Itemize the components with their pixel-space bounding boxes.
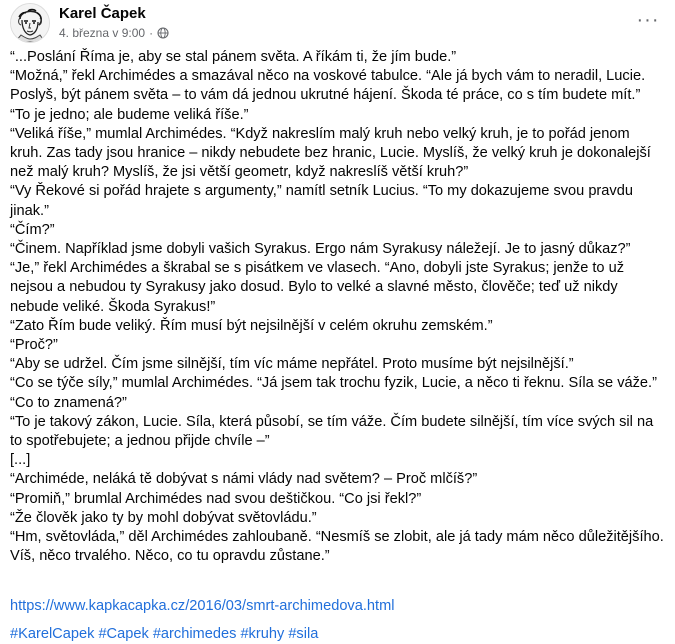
- post-paragraph: “Je,” řekl Archimédes a škrabal se s pisátkem ve vlasech. “Ano, dobyli jste Syrakus; jenže to už nejsou a nebudou ty Syrakusy jako dosud. Bylo to velké a slavné město, člověče; teď už nikdy nebude veliké. Škoda Syrakus!”: [10, 260, 625, 315]
- post-meta: [59, 26, 169, 40]
- post-paragraph: “Aby se udržel. Čím jsme silnější, tím víc máme nepřátel. Proto musíme být nejsilnější.”: [10, 356, 574, 373]
- post-paragraph: “Co se týče síly,” mumlal Archimédes. “Já jsem tak trochu fyzik, Lucie, a něco ti řeknu. Síla se váže.”: [10, 375, 657, 392]
- post-paragraph: “Archiméde, neláká tě dobývat s námi vlády nad světem? – Proč mlčíš?”: [10, 471, 478, 488]
- post-paragraph: “Co to znamená?”: [10, 394, 127, 411]
- post-paragraph: [...]: [10, 452, 31, 469]
- post-paragraph: “...Poslání Říma je, aby se stal pánem světa. A říkám ti, že jím bude.”: [10, 49, 457, 65]
- more-options-button[interactable]: [633, 8, 663, 32]
- post-paragraph: “Veliká říše,” mumlal Archimédes. “Když nakreslím malý kruh nebo velký kruh, je to pořád jenom kruh. Zas tady jsou hranice – nikdy nebudete bez hranic, Lucie. Myslíš, že velký kruh je dokonalejší než malý kruh? Myslíš, že jsi větší geometr, když nakreslíš větší kruh?”: [10, 125, 651, 181]
- post-paragraph: “Zato Řím bude veliký. Řím musí být nejsilnější v celém okruhu zemském.”: [10, 317, 493, 334]
- meta-separator: ·: [149, 26, 154, 40]
- author-portrait-sketch-icon: [11, 4, 49, 42]
- more-options-icon: ···: [636, 9, 660, 31]
- post-paragraph: “Možná,” řekl Archimédes a smazával něco na voskové tabulce. “Ale já bych vám to neradil, Lucie. Poslyš, být pánem světa – to vám dá jednou ukrutné hájení. Škoda té práce, co s tím budete mít.”: [10, 68, 646, 104]
- article-link[interactable]: https://www.kapkacapka.cz/2016/03/smrt-archimedova.html: [10, 598, 395, 614]
- author-avatar[interactable]: [10, 3, 50, 43]
- post-paragraph: “Činem. Například jsme dobyli vašich Syrakus. Ergo nám Syrakusy náležejí. Je to jasný důkaz?”: [10, 241, 631, 258]
- globe-icon[interactable]: [157, 27, 169, 39]
- author-name[interactable]: Karel Čapek: [59, 5, 146, 22]
- post-date[interactable]: 4. března v 9:00: [59, 26, 146, 40]
- post-paragraph: “Čím?”: [10, 221, 55, 238]
- post-paragraph: “Promiň,” brumlal Archimédes nad svou deštičkou. “Co jsi řekl?”: [10, 490, 422, 507]
- hashtag-list: [10, 625, 318, 644]
- hashtag-link[interactable]: #kruhy: [240, 626, 285, 642]
- post-paragraph: “Že člověk jako ty by mohl dobývat světovládu.”: [10, 509, 317, 526]
- hashtag-link[interactable]: #KarelCapek: [10, 626, 95, 642]
- post-header: [0, 0, 675, 44]
- post-paragraph: “Hm, světovláda,” děl Archimédes zahloubaně. “Nesmíš se zlobit, ale já tady mám něco důležitějšího. Víš, něco trvalého. Něco, co tu opravdu zůstane.”: [10, 529, 664, 565]
- hashtag-link[interactable]: #sila: [288, 626, 319, 642]
- hashtag-link[interactable]: #archimedes: [152, 626, 237, 642]
- post-paragraph: “Vy Řekové si pořád hrajete s argumenty,” namítl setník Lucius. “To my dokazujeme svou pravdu jinak.”: [10, 183, 633, 219]
- hashtag-link[interactable]: #Capek: [98, 626, 149, 642]
- post-paragraph: “Proč?”: [10, 337, 58, 354]
- post-text: [10, 48, 665, 566]
- post-paragraph: “To je takový zákon, Lucie. Síla, která působí, se tím váže. Čím budete silnější, tím více svých sil na to spotřebujete; a jednou přijde chvíle –”: [10, 413, 654, 450]
- post-paragraph: “To je jedno; ale budeme veliká říše.”: [10, 106, 249, 123]
